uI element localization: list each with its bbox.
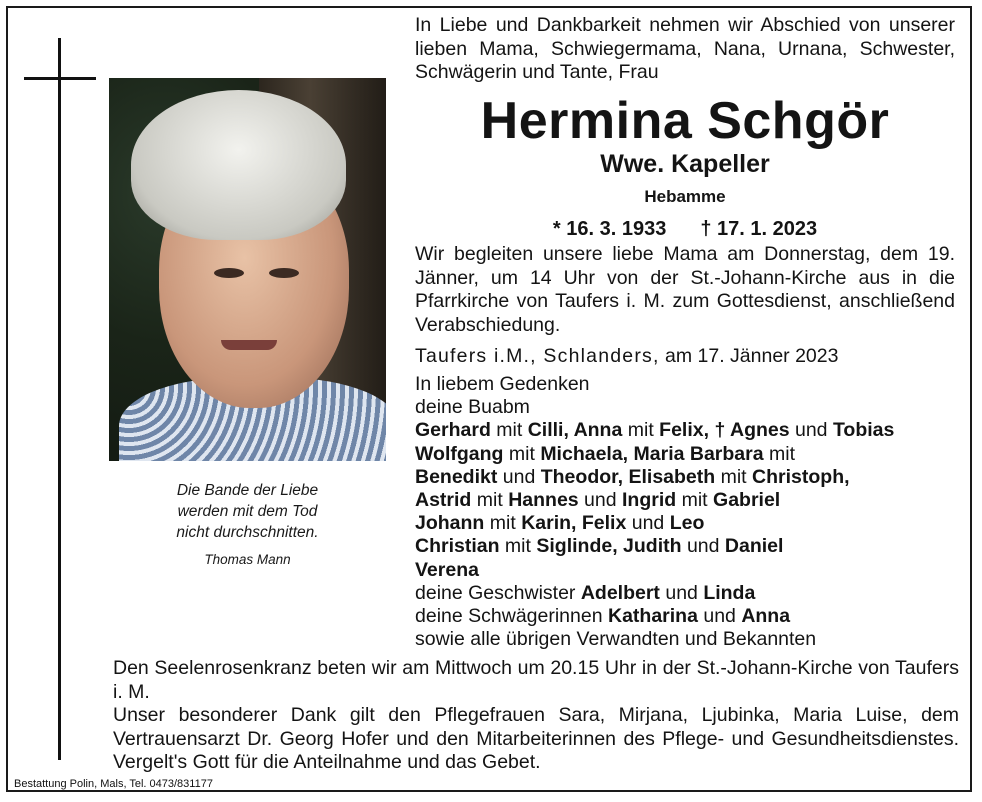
- family-member-name: Cilli, Anna: [527, 419, 623, 442]
- family-connector: mit: [484, 512, 522, 535]
- family-line: [415, 419, 965, 442]
- place-date: [415, 345, 838, 369]
- birth-date: * 16. 3. 1933: [552, 218, 667, 240]
- cross-icon-vertical: [58, 38, 61, 760]
- family-member-name: Tobias: [832, 419, 895, 442]
- family-member-name: Benedikt: [415, 465, 498, 488]
- family-line: [415, 628, 965, 651]
- family-member-name: Karin, Felix: [521, 512, 627, 535]
- cross-icon-horizontal: [24, 77, 96, 80]
- intro-text: In Liebe und Dankbarkeit nehmen wir Abschied von unserer lieben Mama, Schwiegermama, Nana, Urnana, Schwester, Schwägerin und Tante, Frau: [415, 14, 955, 83]
- family-connector: mit: [499, 535, 537, 558]
- family-line: [415, 605, 965, 628]
- family-connector: und: [681, 535, 725, 558]
- place-names: Taufers i.M., Schlanders,: [415, 345, 660, 367]
- family-line: [415, 443, 965, 466]
- family-connector: deine Geschwister: [415, 581, 581, 604]
- mourners-intro-line: In liebem Gedenken: [415, 373, 590, 395]
- family-member-name: Gerhard: [415, 419, 491, 442]
- family-member-name: Katharina: [607, 605, 698, 628]
- portrait-photo: [109, 78, 386, 461]
- quote-line: Die Bande der Liebe: [176, 482, 319, 499]
- family-member-name: Verena: [415, 558, 479, 581]
- family-member-name: Astrid: [415, 489, 472, 512]
- family-connector: mit: [471, 489, 509, 512]
- family-connector: mit: [503, 442, 541, 465]
- family-member-name: Siglinde, Judith: [536, 535, 682, 558]
- family-member-name: Leo: [669, 512, 705, 535]
- quote-line: nicht durchschnitten.: [176, 524, 319, 541]
- family-connector: sowie alle übrigen Verwandten und Bekannten: [415, 628, 817, 651]
- quote-line: werden mit dem Tod: [177, 503, 318, 520]
- mourners-intro-line: deine Buabm: [415, 396, 530, 419]
- family-line: [415, 559, 965, 582]
- family-connector: mit: [715, 465, 753, 488]
- profession: Hebamme: [644, 187, 726, 206]
- family-line: [415, 466, 965, 489]
- family-member-name: Linda: [703, 581, 756, 604]
- family-member-name: Hannes: [508, 489, 579, 512]
- family-member-name: Christoph,: [752, 465, 850, 488]
- family-member-name: Michaela, Maria Barbara: [540, 442, 764, 465]
- family-member-name: Ingrid: [622, 489, 677, 512]
- family-member-name: Felix, † Agnes: [659, 419, 790, 442]
- deceased-name: Hermina Schgör: [480, 92, 890, 150]
- family-connector: und: [697, 605, 742, 628]
- family-member-name: Anna: [741, 605, 791, 628]
- quote-author: Thomas Mann: [204, 552, 291, 567]
- family-connector: mit: [622, 419, 660, 442]
- family-connector: und: [626, 512, 670, 535]
- family-connector: und: [497, 465, 541, 488]
- quote-block: [109, 480, 386, 570]
- family-connector: mit: [676, 489, 714, 512]
- closing-text: [113, 657, 959, 775]
- notice-date: am 17. Jänner 2023: [665, 345, 839, 367]
- family-connector: deine Schwägerinnen: [415, 605, 608, 628]
- thanks-text: Unser besonderer Dank gilt den Pflegefrauen Sara, Mirjana, Ljubinka, Maria Luise, dem Vertrauensarzt Dr. Georg Hofer und den Mitarbeiterinnen des Pflege- und Gesundheitsdienstes. Vergelt's Gott für die Anteilnahme und das Gebet.: [113, 704, 959, 773]
- family-line: [415, 512, 965, 535]
- family-member-name: Christian: [415, 535, 500, 558]
- family-connector: und: [578, 489, 623, 512]
- family-line: [415, 489, 965, 512]
- family-connector: mit: [490, 419, 528, 442]
- life-dates: [415, 215, 955, 243]
- family-member-name: Theodor, Elisabeth: [540, 465, 716, 488]
- rosary-text: Den Seelenrosenkranz beten wir am Mittwoch um 20.15 Uhr in der St.-Johann-Kirche von Taufers i. M.: [113, 657, 959, 703]
- family-member-name: Johann: [415, 512, 485, 535]
- family-line: [415, 582, 965, 605]
- family-connector: und: [659, 581, 704, 604]
- family-line: [415, 535, 965, 558]
- family-member-name: Adelbert: [580, 581, 660, 604]
- death-date: † 17. 1. 2023: [700, 218, 818, 240]
- family-member-name: Wolfgang: [415, 442, 504, 465]
- funeral-text: Wir begleiten unsere liebe Mama am Donnerstag, dem 19. Jänner, um 14 Uhr von der St.-Johann-Kirche aus in die Pfarrkirche von Taufers i. M. zum Gottesdienst, anschließend Verabschiedung.: [415, 243, 955, 336]
- funeral-home-footer: Bestattung Polin, Mals, Tel. 0473/831177: [14, 778, 213, 790]
- family-member-name: Gabriel: [713, 489, 781, 512]
- family-lines: [415, 419, 965, 651]
- mourners-list: [415, 373, 965, 651]
- family-connector: mit: [763, 442, 796, 465]
- widow-name: Wwe. Kapeller: [600, 150, 770, 178]
- family-member-name: Daniel: [724, 535, 784, 558]
- family-connector: und: [789, 419, 833, 442]
